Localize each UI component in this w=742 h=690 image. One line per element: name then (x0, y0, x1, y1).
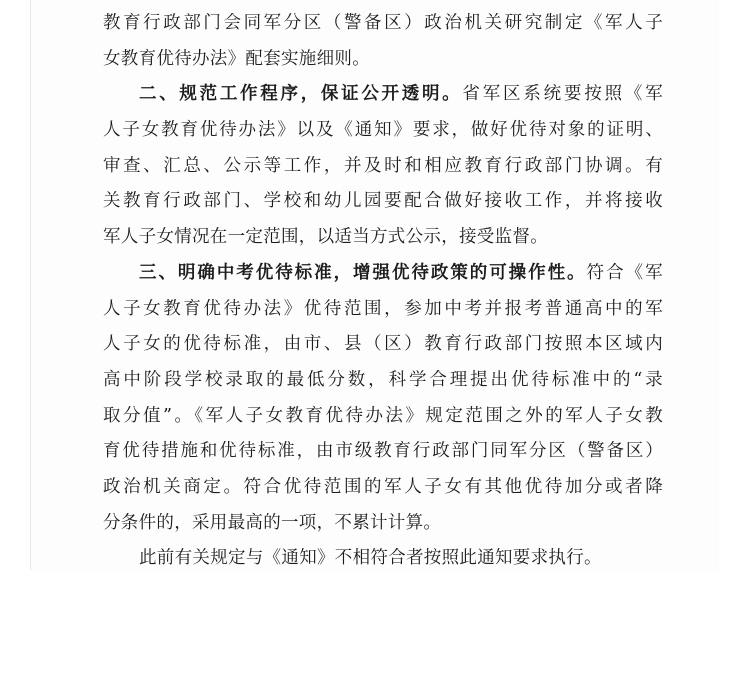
paragraph-line: 此前有关规定与《通知》不相符合者按照此通知要求执行。 (139, 548, 602, 569)
paragraph-first-line (103, 77, 663, 113)
paragraph-text: 符合《军 (586, 262, 663, 283)
paragraph-line: 教育行政部门会同军分区（警备区）政治机关研究制定《军人子 (103, 13, 663, 33)
paragraph-text: 省军区系统要按照《军 (462, 84, 663, 105)
paragraph-line: 女教育优待办法》配套实施细则。 (103, 48, 370, 69)
paragraph-line: 人子女教育优待办法》优待范围，参加中考并报考普通高中的军 (103, 298, 663, 319)
paragraph-line: 人子女的优待标准，由市、县（区）教育行政部门按照本区域内 (103, 334, 663, 355)
paragraph-line: 军人子女情况在一定范围，以适当方式公示，接受监督。 (103, 227, 548, 248)
section-heading: 二、规范工作程序，保证公开透明。 (139, 84, 463, 105)
paragraph-first-line (103, 256, 663, 292)
paragraph-line: 审查、汇总、公示等工作，并及时和相应教育行政部门协调。有 (103, 155, 663, 176)
paragraph-line: 育优待措施和优待标准，由市级教育行政部门同军分区（警备区） (103, 441, 663, 462)
paragraph-line: 政治机关商定。符合优待范围的军人子女有其他优待加分或者降 (103, 476, 663, 497)
document-body (103, 6, 663, 577)
paragraph-line: 分条件的，采用最高的一项，不累计计算。 (103, 512, 442, 533)
paragraph-line: 人子女教育优待办法》以及《通知》要求，做好优待对象的证明、 (103, 120, 663, 141)
paragraph-line: 高中阶段学校录取的最低分数，科学合理提出优待标准中的“录 (103, 369, 663, 390)
section-heading: 三、明确中考优待标准，增强优待政策的可操作性。 (139, 262, 587, 283)
paragraph-line: 关教育行政部门、学校和幼儿园要配合做好接收工作，并将接收 (103, 191, 663, 212)
paragraph-line: 取分值”。《军人子女教育优待办法》规定范围之外的军人子女教 (103, 405, 663, 426)
